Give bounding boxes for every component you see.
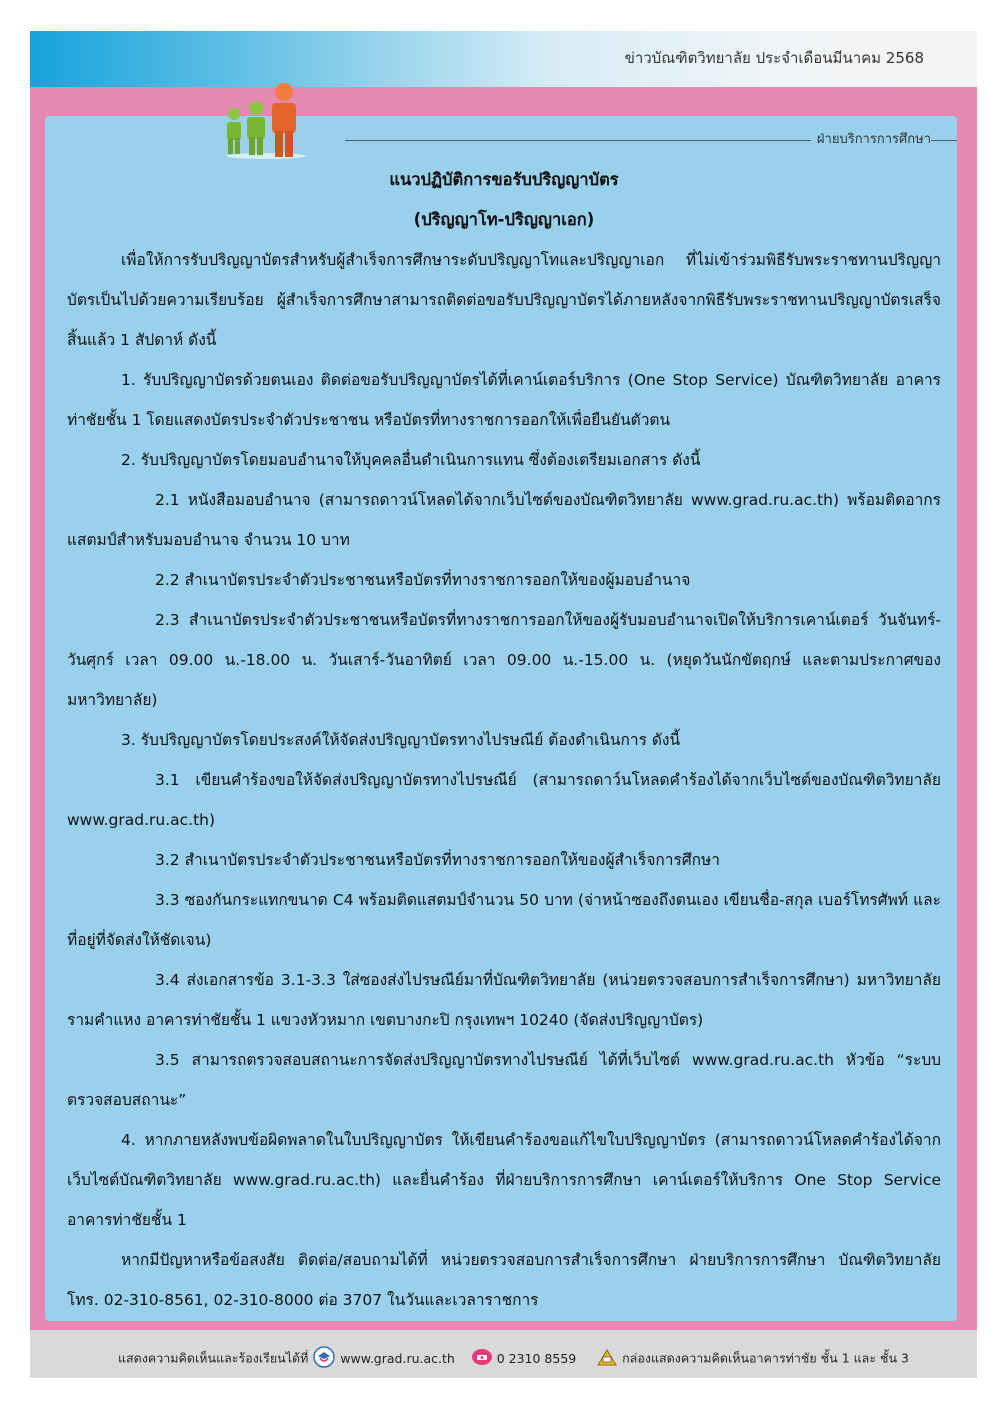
phone-number: 0 2310 8559 bbox=[496, 1351, 577, 1366]
item-3-4: 3.4 ส่งเอกสารข้อ 3.1-3.3 ใส่ซองส่งไปรษณีย์มาที่บัณฑิตวิทยาลัย (หน่วยตรวจสอบการสำเร็จการศึกษา) มหาวิทยาลัยรามคำแหง อาคารท่าชัยชั้น 1 แขวงหัวหมาก เขตบางกะปิ กรุงเทพฯ 10240 (จัดส่งปริญญาบัตร) bbox=[67, 971, 941, 1029]
footer-contact-row bbox=[118, 1346, 909, 1371]
article-title: แนวปฏิบัติการขอรับปริญญาบัตร bbox=[389, 170, 619, 189]
item-2-2: 2.2 สำเนาบัตรประจำตัวประชาชนหรือบัตรที่ทางราชการออกให้ของผู้มอบอำนาจ bbox=[155, 571, 691, 589]
item-3: 3. รับปริญญาบัตรโดยประสงค์ให้จัดส่งปริญญาบัตรทางไปรษณีย์ ต้องดำเนินการ ดังนี้ bbox=[121, 731, 681, 749]
newsletter-title: ข่าวบัณฑิตวิทยาลัย ประจำเดือนมีนาคม 2568 bbox=[624, 49, 924, 67]
item-3-2: 3.2 สำเนาบัตรประจำตัวประชาชนหรือบัตรที่ทางราชการออกให้ของผู้สำเร็จการศึกษา bbox=[155, 851, 720, 869]
feedback-label: แสดงความคิดเห็นและร้องเรียนได้ที่ bbox=[118, 1350, 309, 1366]
phone-icon bbox=[471, 1348, 493, 1369]
department-label: ฝ่ายบริการการศึกษา bbox=[811, 128, 931, 149]
item-3-5: 3.5 สามารถตรวจสอบสถานะการจัดส่งปริญญาบัตรทางไปรษณีย์ ได้ที่เว็บไซต์ www.grad.ru.ac.th หัวข้อ “ระบบตรวจสอบสถานะ” bbox=[67, 1051, 941, 1109]
mailbox-icon bbox=[596, 1347, 618, 1370]
item-2-3: 2.3 สำเนาบัตรประจำตัวประชาชนหรือบัตรที่ทางราชการออกให้ของผู้รับมอบอำนาจเปิดให้บริการเคาน์เตอร์ วันจันทร์-วันศุกร์ เวลา 09.00 น.-18.00 น. วันเสาร์-วันอาทิตย์ เวลา 09.00 น.-15.00 น. (หยุดวันนักขัตฤกษ์ และตามประกาศของมหาวิทยาลัย) bbox=[67, 611, 941, 709]
item-3-3: 3.3 ซองกันกระแทกขนาด C4 พร้อมติดแสตมป์จำนวน 50 บาท (จ่าหน้าซองถึงตนเอง เขียนชื่อ-สกุล เบอร์โทรศัพท์ และที่อยู่ที่จัดส่งให้ชัดเจน) bbox=[67, 891, 941, 949]
article bbox=[67, 160, 941, 1320]
website-link[interactable]: www.grad.ru.ac.th bbox=[340, 1351, 455, 1366]
article-subtitle: (ปริญญาโท-ปริญญาเอก) bbox=[413, 210, 595, 229]
item-3-1: 3.1 เขียนคำร้องขอให้จัดส่งปริญญาบัตรทางไปรษณีย์ (สามารถดาว์นโหลดคำร้องได้จากเว็บไซต์ของบัณฑิตวิทยาลัย www.grad.ru.ac.th) bbox=[67, 771, 941, 829]
item-1: 1. รับปริญญาบัตรด้วยตนเอง ติดต่อขอรับปริญญาบัตรได้ที่เคาน์เตอร์บริการ (One Stop Service) บัณฑิตวิทยาลัย อาคารท่าชัยชั้น 1 โดยแสดงบัตรประจำตัวประชาชน หรือบัตรที่ทางราชการออกให้เพื่อยืนยันตัวตน bbox=[67, 371, 941, 429]
mailbox-location: กล่องแสดงความคิดเห็นอาคารท่าชัย ชั้น 1 และ ชั้น 3 bbox=[622, 1350, 909, 1366]
grad-logo-icon bbox=[312, 1346, 336, 1371]
footer bbox=[30, 1330, 977, 1378]
item-4: 4. หากภายหลังพบข้อผิดพลาดในใบปริญญาบัตร ให้เขียนคำร้องขอแก้ไขใบปริญญาบัตร (สามารถดาวน์โหลดคำร้องได้จากเว็บไซต์บัณฑิตวิทยาลัย www.grad.ru.ac.th) และยื่นคำร้อง ที่ฝ่ายบริการการศึกษา เคาน์เตอร์ให้บริการ One Stop Service อาคารท่าชัยชั้น 1 bbox=[67, 1131, 941, 1229]
closing-paragraph: หากมีปัญหาหรือข้อสงสัย ติดต่อ/สอบถามได้ที่ หน่วยตรวจสอบการสำเร็จการศึกษา ฝ่ายบริการการศึกษา บัณฑิตวิทยาลัย โทร. 02-310-8561, 02-310-8000 ต่อ 3707 ในวันและเวลาราชการ bbox=[67, 1251, 941, 1309]
intro-paragraph: เพื่อให้การรับปริญญาบัตรสำหรับผู้สำเร็จการศึกษาระดับปริญญาโทและปริญญาเอก ที่ไม่เข้าร่วมพิธีรับพระราชทานปริญญาบัตรเป็นไปด้วยความเรียบร้อย ผู้สำเร็จการศึกษาสามารถติดต่อขอรับปริญญาบัตรได้ภายหลังจากพิธีรับพระราชทานปริญญาบัตรเสร็จสิ้นแล้ว 1 สัปดาห์ ดังนี้ bbox=[67, 251, 941, 349]
item-2-1: 2.1 หนังสือมอบอำนาจ (สามารถดาวน์โหลดได้จากเว็บไซต์ของบัณฑิตวิทยาลัย www.grad.ru.ac.th) พร้อมติดอากรแสตมป์สำหรับมอบอำนาจ จำนวน 10 บาท bbox=[67, 491, 941, 549]
item-2: 2. รับปริญญาบัตรโดยมอบอำนาจให้บุคคลอื่นดำเนินการแทน ซึ่งต้องเตรียมเอกสาร ดังนี้ bbox=[121, 451, 701, 469]
people-icon bbox=[222, 82, 310, 164]
